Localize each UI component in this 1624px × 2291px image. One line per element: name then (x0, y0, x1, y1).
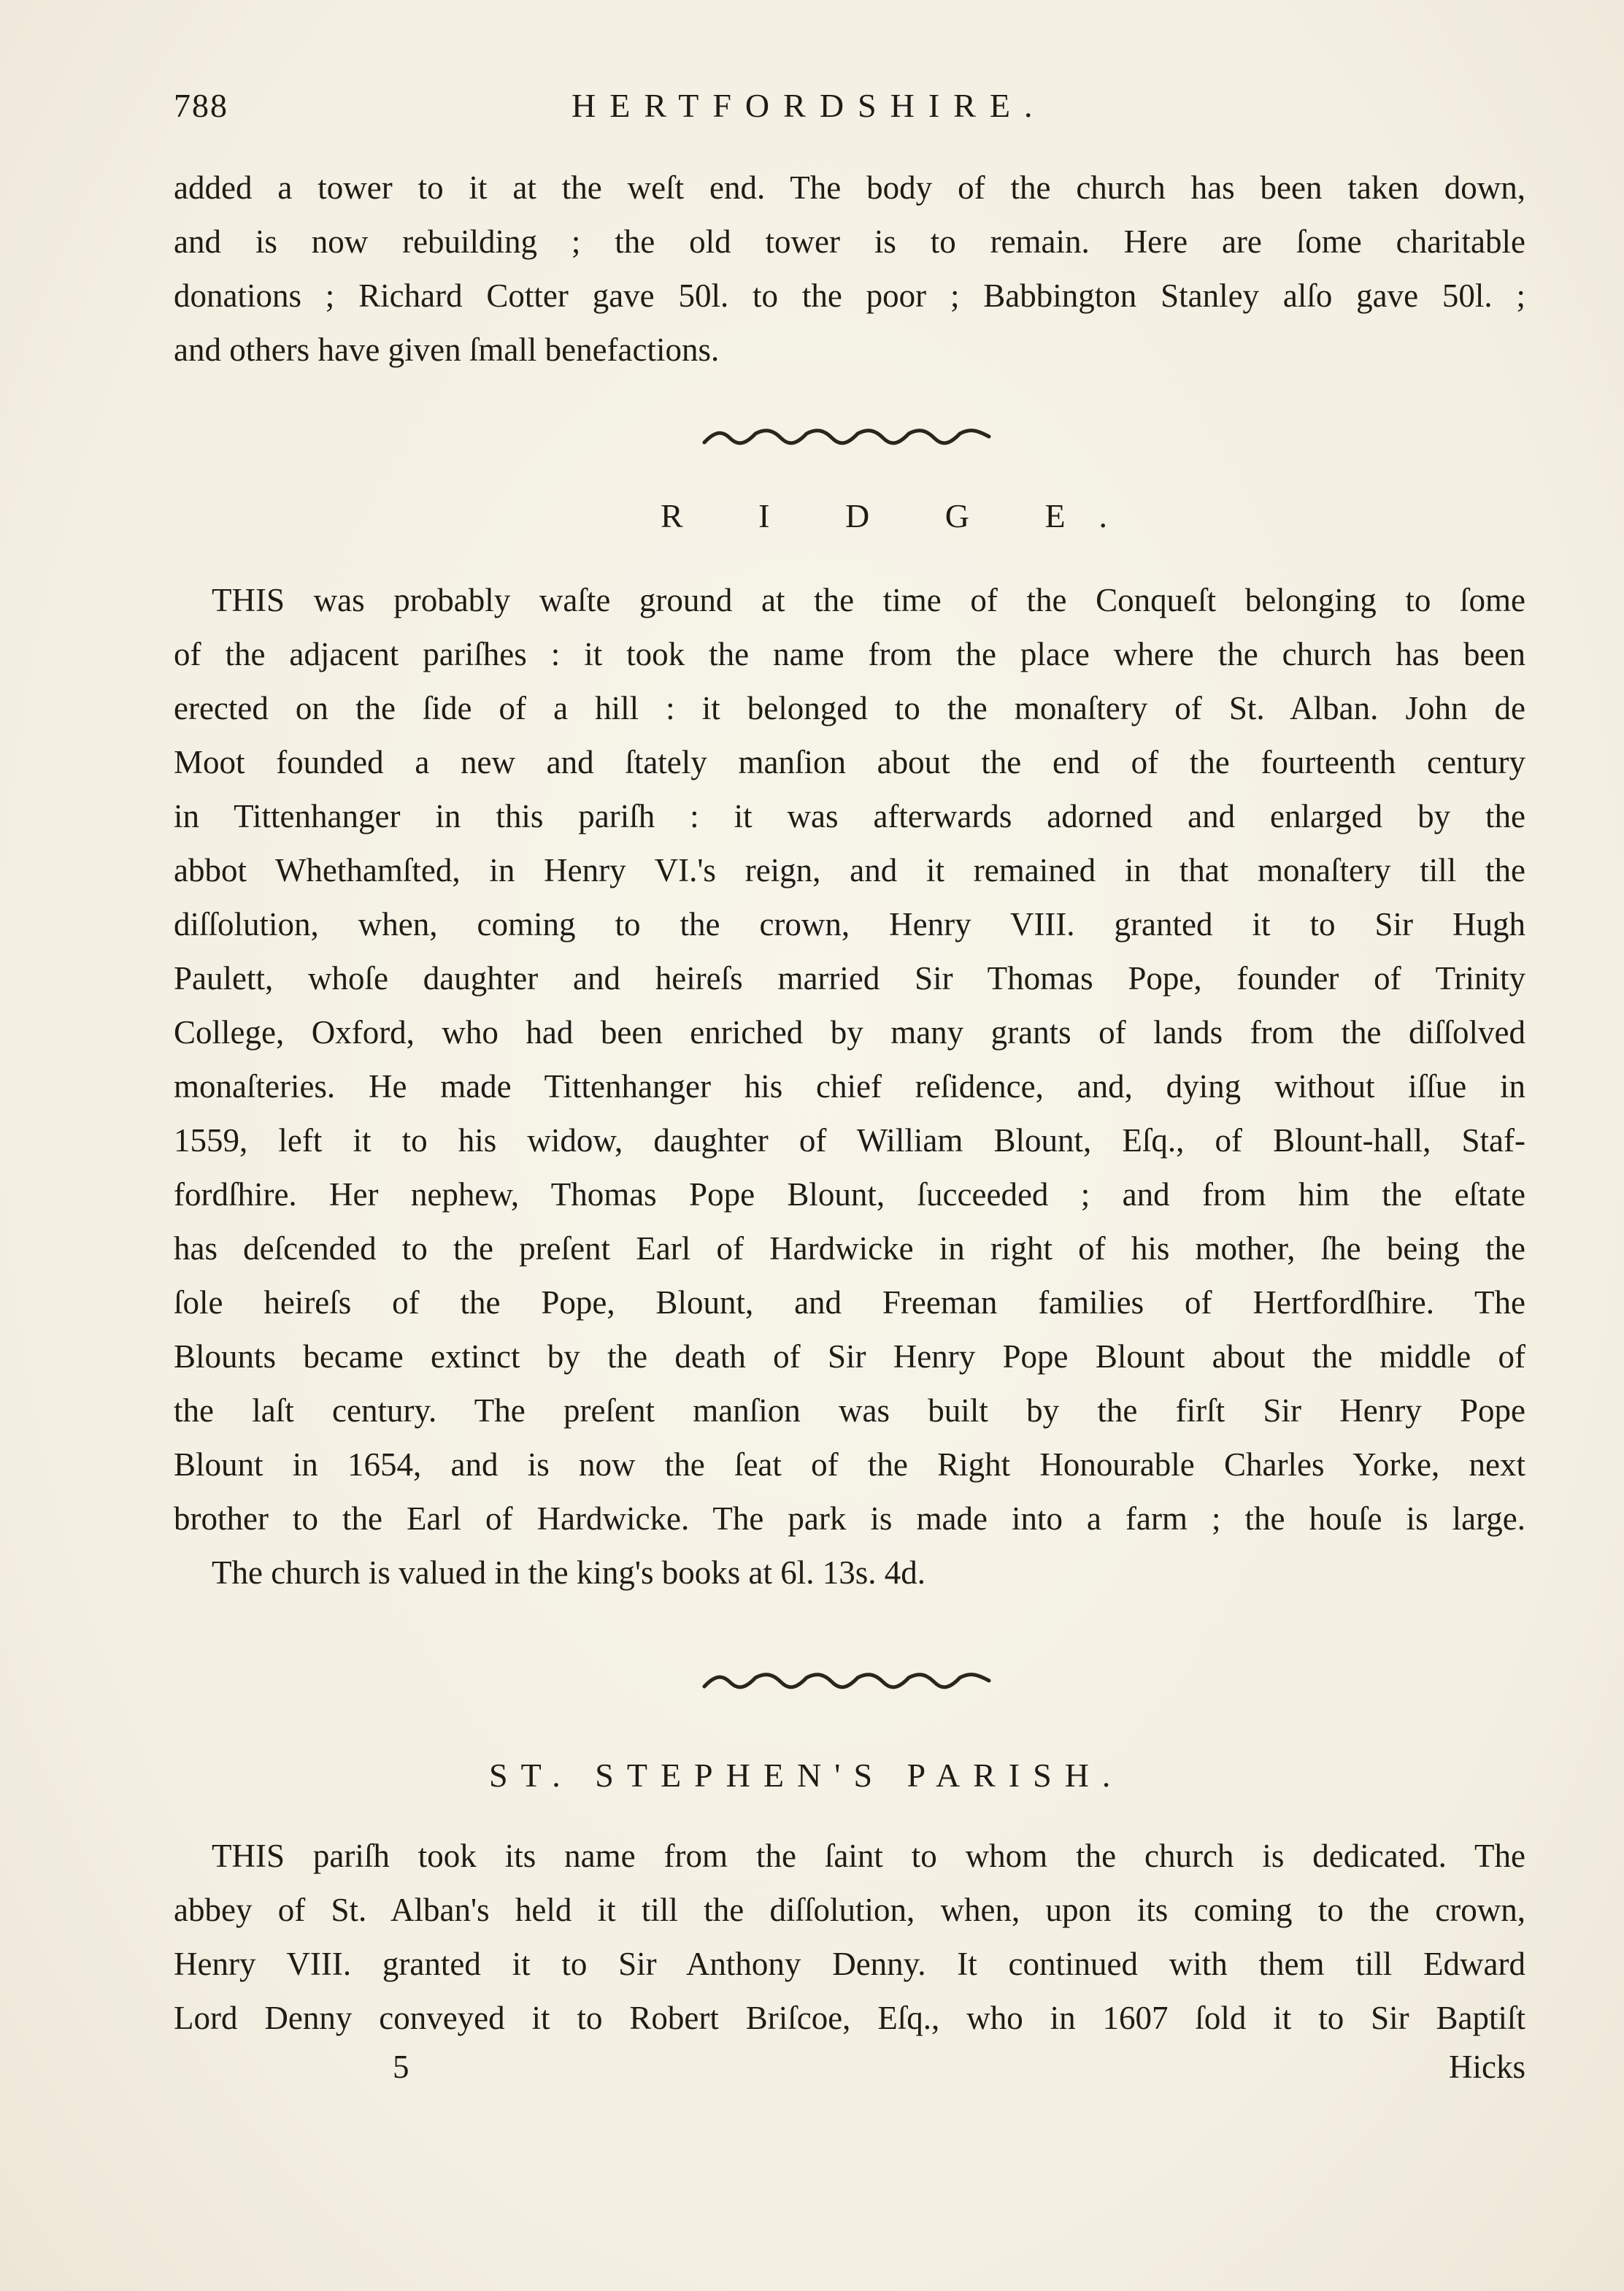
text-line: College, Oxford, who had been enriched by many grants of lands from the diſſolved (174, 1014, 1525, 1051)
text-line: erected on the ſide of a hill : it belonged to the monaſtery of St. Alban. John de (174, 690, 1525, 726)
text-line: Blounts became extinct by the death of Sir Henry Pope Blount about the middle of (174, 1338, 1525, 1375)
intro-paragraph (174, 161, 1525, 377)
st-stephens-paragraph (174, 1829, 1525, 2045)
section-title-ridge: R I D G E. (661, 497, 1142, 534)
text-line: THIS pariſh took its name from the ſaint to whom the church is dedicated. The (212, 1838, 1525, 1874)
text-line: Henry VIII. granted it to Sir Anthony Denny. It continued with them till Edward (174, 1946, 1525, 1982)
text-line: 1559, left it to his widow, daughter of William Blount, Eſq., of Blount-hall, Staf- (174, 1122, 1525, 1159)
text-line: monaſteries. He made Tittenhanger his chief reſidence, and, dying without iſſue in (174, 1068, 1525, 1105)
text-line: The church is valued in the king's books at 6l. 13s. 4d. (212, 1554, 925, 1591)
text-line: abbey of St. Alban's held it till the diſſolution, when, upon its coming to the crown, (174, 1892, 1525, 1928)
text-line: and is now rebuilding ; the old tower is to remain. Here are ſome charitable (174, 223, 1525, 260)
running-head: HERTFORDSHIRE. (572, 87, 1047, 124)
text-line: in Tittenhanger in this pariſh : it was afterwards adorned and enlarged by the (174, 798, 1525, 834)
ornament-divider-icon (701, 1672, 993, 1691)
text-line: THIS was probably waſte ground at the time of the Conqueſt belonging to ſome (212, 582, 1525, 618)
signature-mark: 5 (393, 2049, 409, 2085)
text-line: abbot Whethamſted, in Henry VI.'s reign, and it remained in that monaſtery till the (174, 852, 1525, 889)
text-line: Lord Denny conveyed it to Robert Briſcoe, Eſq., who in 1607 ſold it to Sir Baptiſt (174, 2000, 1525, 2036)
text-line: fordſhire. Her nephew, Thomas Pope Blount, ſucceeded ; and from him the eſtate (174, 1176, 1525, 1213)
text-line: Paulett, whoſe daughter and heireſs married Sir Thomas Pope, founder of Trinity (174, 960, 1525, 997)
text-line: of the adjacent pariſhes : it took the name from the place where the church has been (174, 636, 1525, 672)
ornament-divider-icon (701, 428, 993, 447)
ridge-paragraph (174, 573, 1525, 1600)
page-header (174, 86, 1525, 137)
text-line: added a tower to it at the weſt end. The body of the church has been taken down, (174, 169, 1525, 206)
text-line: ſole heireſs of the Pope, Blount, and Freeman families of Hertfordſhire. The (174, 1284, 1525, 1321)
text-line: and others have given ſmall benefactions. (174, 331, 720, 368)
text-line: diſſolution, when, coming to the crown, Henry VIII. granted it to Sir Hugh (174, 906, 1525, 943)
text-line: the laſt century. The preſent manſion was built by the firſt Sir Henry Pope (174, 1392, 1525, 1429)
catchword: Hicks (1449, 2049, 1525, 2085)
page-footer (174, 2048, 1525, 2102)
text-line: brother to the Earl of Hardwicke. The park is made into a farm ; the houſe is large. (174, 1500, 1525, 1537)
section-title-st-stephens: ST. STEPHEN'S PARISH. (489, 1757, 1124, 1794)
text-line: donations ; Richard Cotter gave 50l. to the poor ; Babbington Stanley alſo gave 50l. ; (174, 277, 1525, 314)
page-number: 788 (174, 87, 228, 124)
text-line: has deſcended to the preſent Earl of Hardwicke in right of his mother, ſhe being the (174, 1230, 1525, 1267)
text-line: Blount in 1654, and is now the ſeat of the Right Honourable Charles Yorke, next (174, 1446, 1525, 1483)
text-line: Moot founded a new and ſtately manſion about the end of the fourteenth century (174, 744, 1525, 780)
